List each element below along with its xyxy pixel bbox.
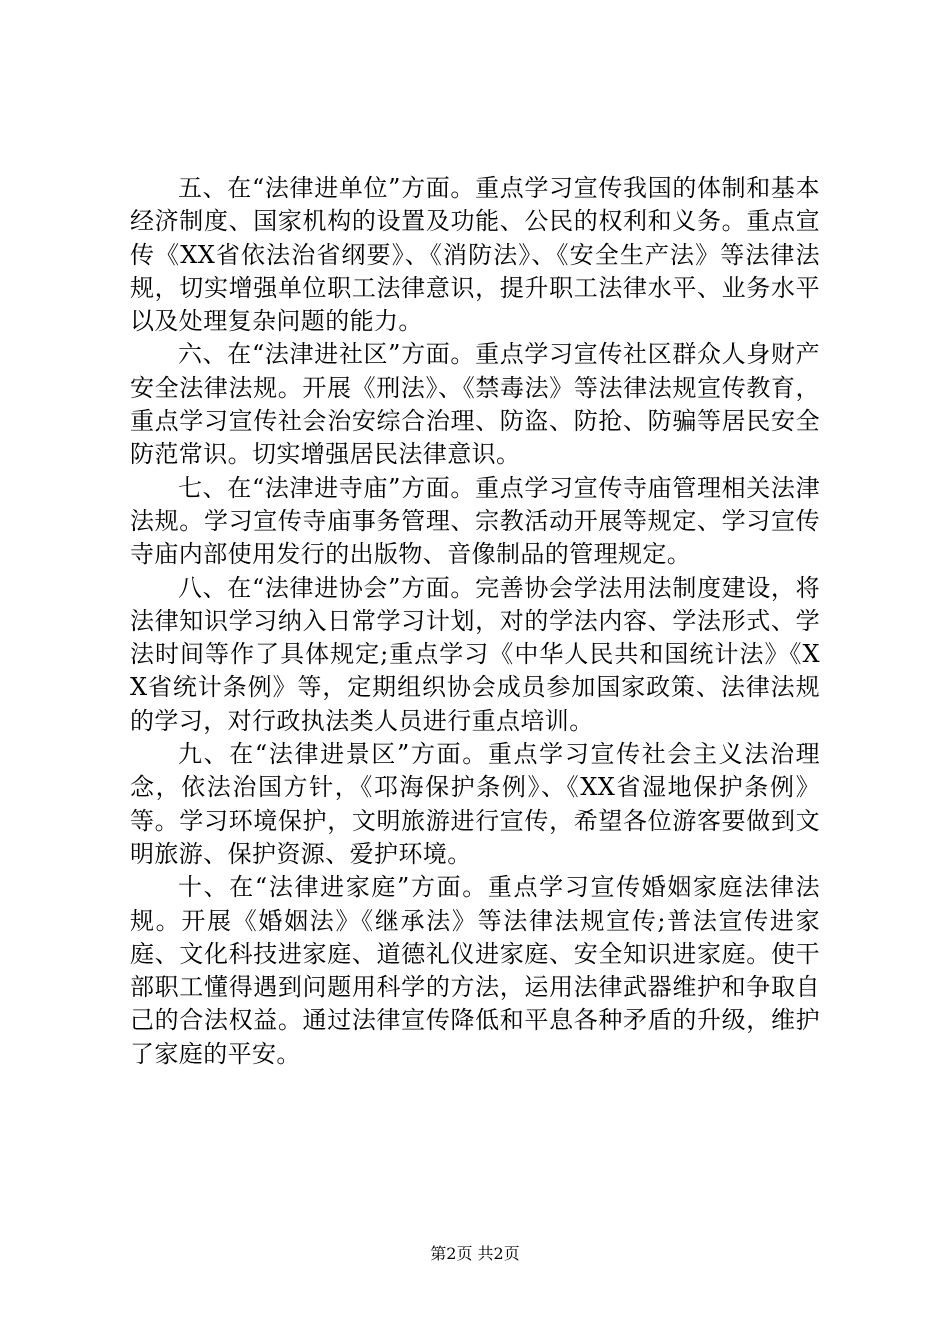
paragraph-section-10: 十、在“法律进家庭”方面。重点学习宣传婚姻家庭法律法规。开展《婚姻法》《继承法》等法律法规宣传;普法宣传进家庭、文化科技进家庭、道德礼仪进家庭、安全知识进家庭。使干部职工懂得遇到问题用科学的方法，运用法律武器维护和争取自己的合法权益。通过法律宣传降低和平息各种矛盾的升级，维护了家庭的平安。 <box>130 873 820 1068</box>
paragraph-section-8: 八、在“法律进协会”方面。完善协会学法用法制度建设，将法律知识学习纳入日常学习计划，对的学法内容、学法形式、学法时间等作了具体规定;重点学习《中华人民共和国统计法》《XX省统计条例》等，定期组织协会成员参加国家政策、法律法规的学习，对行政执法类人员进行重点培训。 <box>130 573 820 735</box>
paragraph-section-6: 六、在“法津进社区”方面。重点学习宣传社区群众人身财产安全法律法规。开展《刑法》、《禁毒法》等法律法规宣传教育，重点学习宣传社会治安综合治理、防盗、防抢、防骗等居民安全防范常识。切实增强居民法律意识。 <box>130 340 820 469</box>
paragraph-section-9: 九、在“法律进景区”方面。重点学习宣传社会主义法治理念，依法治国方针，《邛海保护条例》、《XX省湿地保护条例》等。学习环境保护，文明旅游进行宣传，希望各位游客要做到文明旅游、保护资源、爱护环境。 <box>130 740 820 868</box>
page-number-footer: 第2页 共2页 <box>430 1244 520 1263</box>
paragraph-section-7: 七、在“法津进寺庙”方面。重点学习宣传寺庙管理相关法津法规。学习宣传寺庙事务管理、宗教活动开展等规定、学习宣传寺庙内部使用发行的出版物、音像制品的管理规定。 <box>130 473 820 569</box>
document-body <box>130 172 820 1071</box>
paragraph-section-5: 五、在“法律进单位”方面。重点学习宣传我国的体制和基本经济制度、国家机构的设置及功能、公民的权利和义务。重点宣传《XX省依法治省纲要》、《消防法》、《安全生产法》等法律法规，切实增强单位职工法律意识，提升职工法律水平、业务水平以及处理复杂问题的能力。 <box>130 174 820 336</box>
